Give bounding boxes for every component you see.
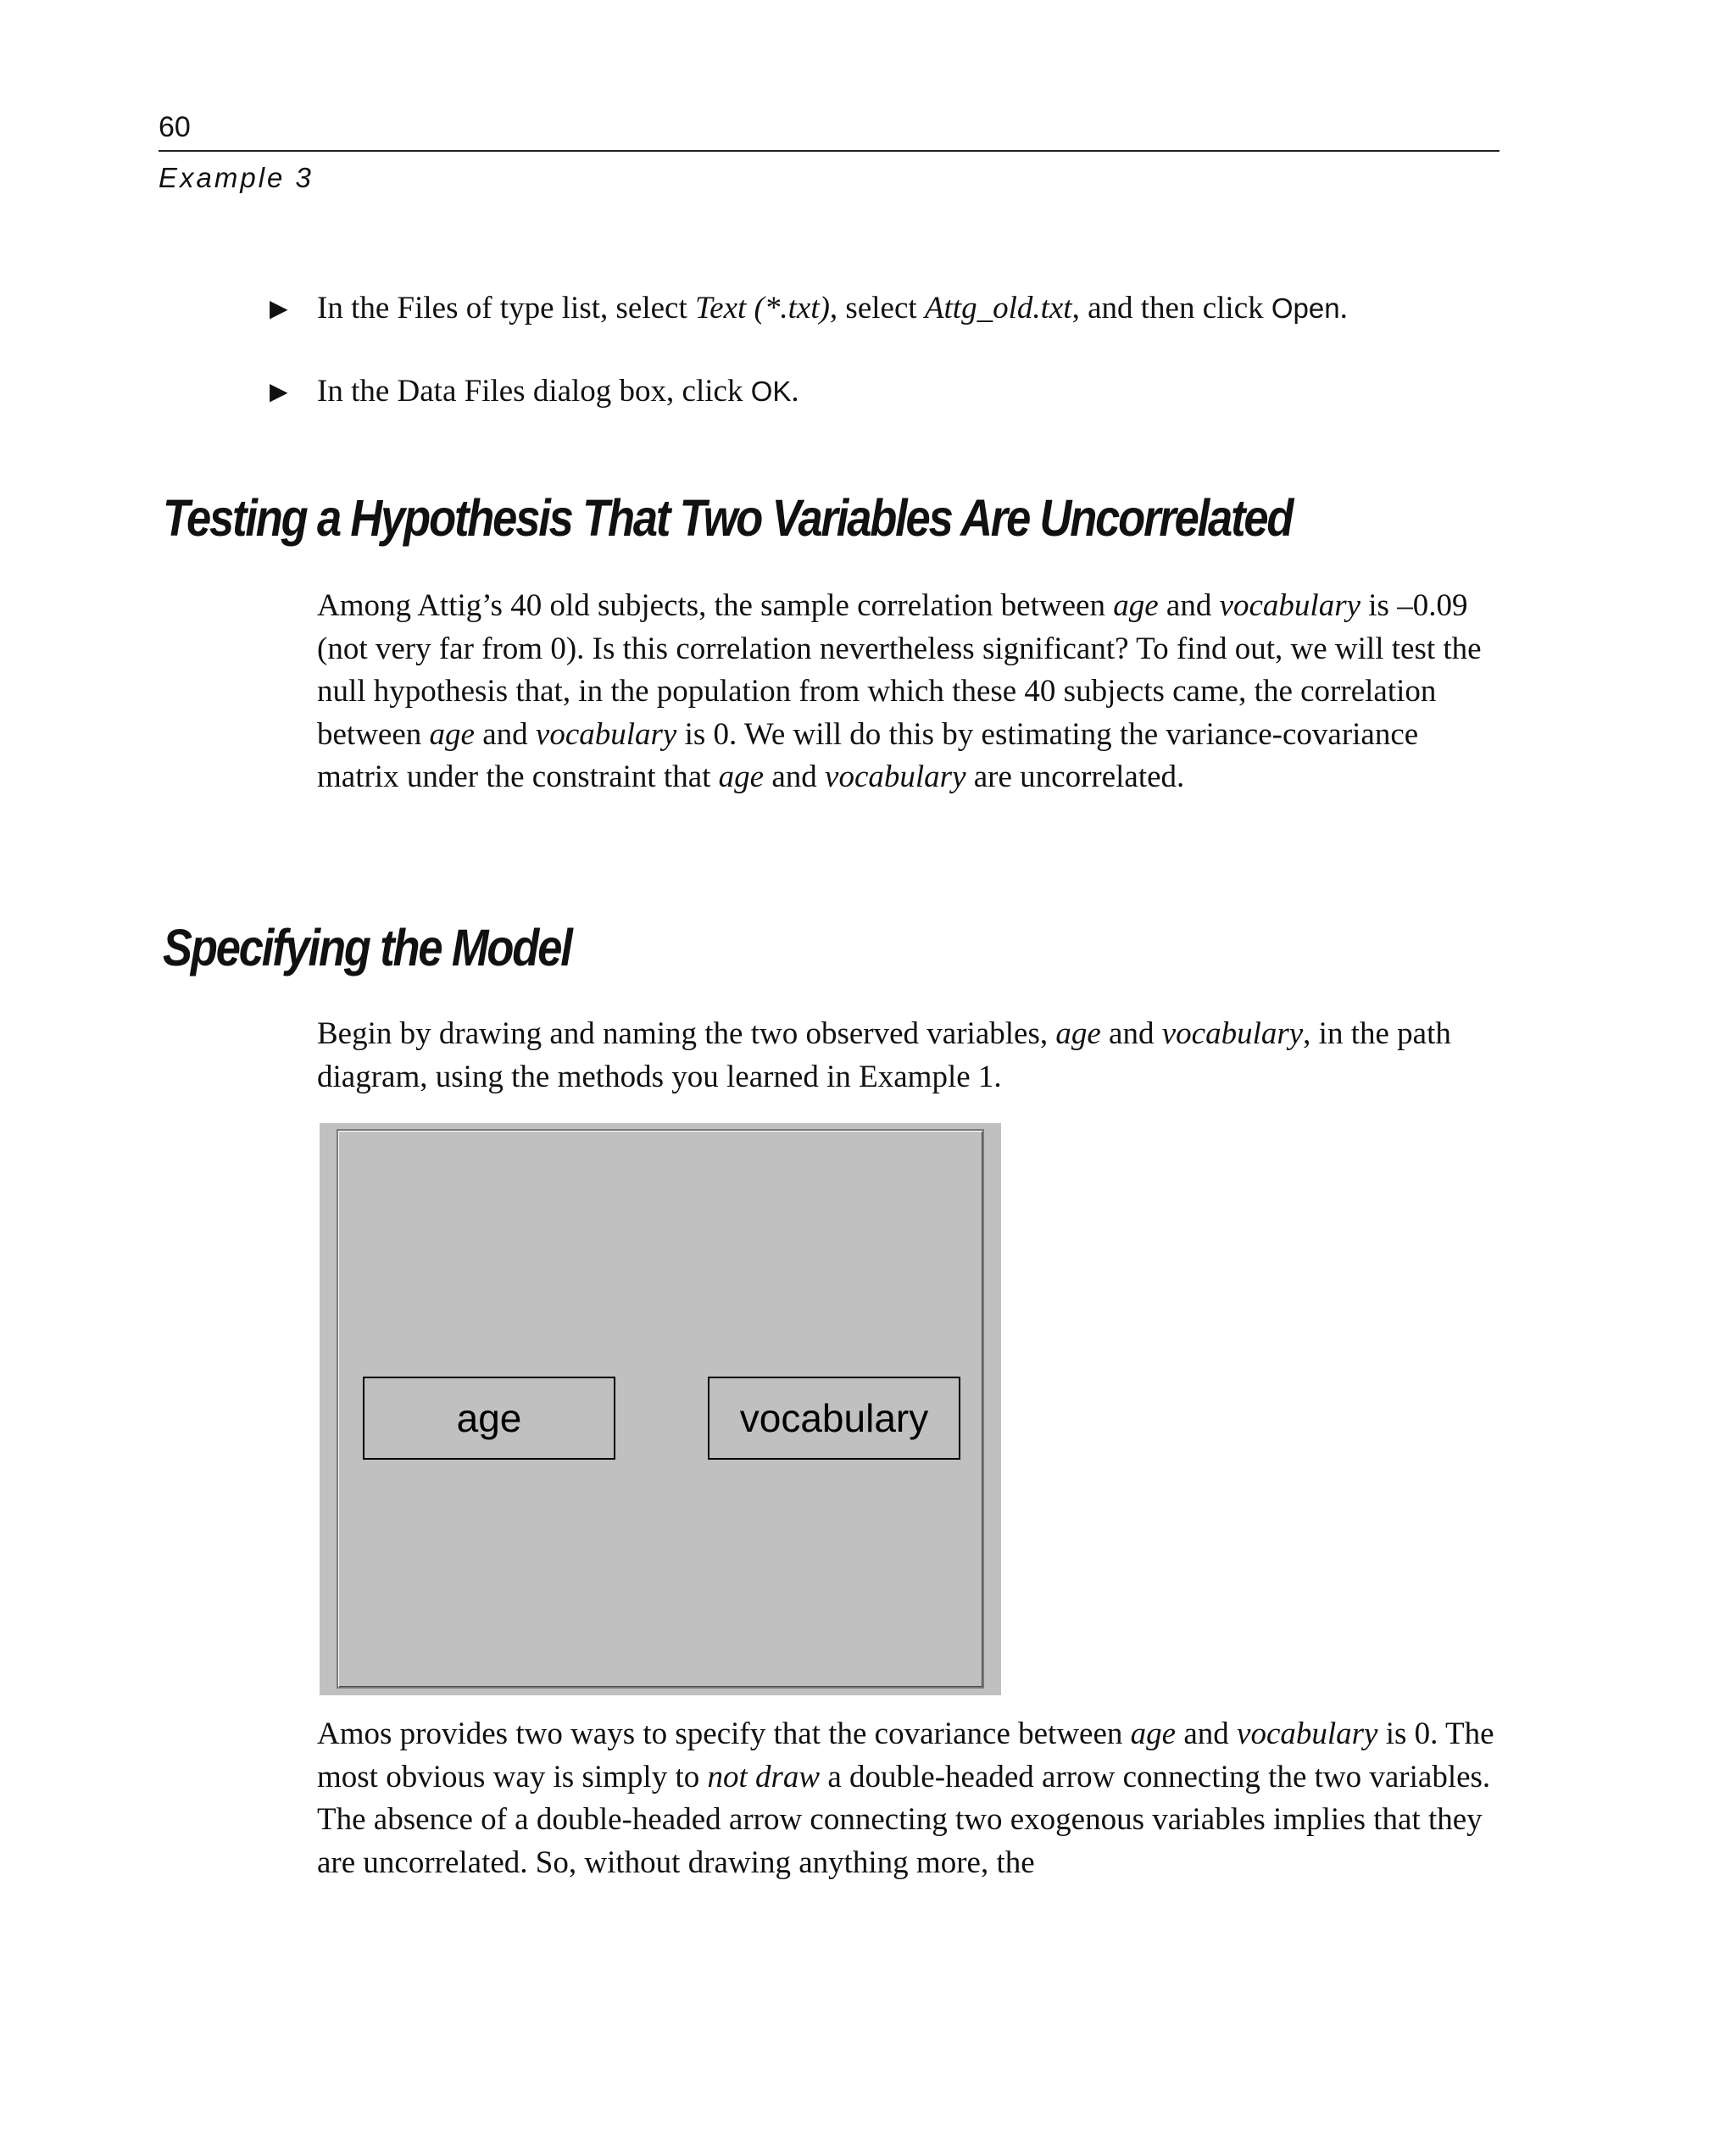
bullet-text: .: [791, 374, 799, 409]
observed-variable-vocabulary: vocabulary: [708, 1377, 960, 1460]
emphasis: Text (*.txt): [694, 291, 830, 325]
diagram-canvas: [337, 1129, 984, 1689]
ui-term: Open: [1271, 292, 1340, 324]
bullet-triangle-icon: ▶: [270, 377, 288, 405]
ui-term: OK: [750, 376, 792, 407]
body-paragraph: Among Attig’s 40 old subjects, the sample correlation between age and vocabulary is –0.09 (not very far from 0). Is this correlation nevertheless significant? To find out, we will test the null hypothesis that, in the population from which these 40 subjects came, the correlation between age and vocabulary is 0. We will do this by estimating the variance-covariance matrix under the constraint that age and vocabulary are uncorrelated.: [317, 588, 1482, 794]
bullet-text: .: [1339, 291, 1348, 325]
emphasis: Attg_old.txt: [924, 291, 1072, 325]
header-rule: [159, 150, 1500, 152]
body-paragraph: Amos provides two ways to specify that the covariance between age and vocabulary is 0. The most obvious way is simply to not draw a double-headed arrow connecting the two variables. The absence of a double-headed arrow connecting two exogenous variables implies that they are uncorrelated. So, without drawing anything more, the: [317, 1716, 1494, 1880]
bullet-text: In the Data Files dialog box, click: [317, 374, 751, 409]
observed-variable-age: age: [363, 1377, 615, 1460]
bullet-text: In the Files of type list, select: [317, 291, 695, 325]
section-heading: Testing a Hypothesis That Two Variables Are Uncorrelated: [163, 489, 1293, 547]
bullet-item: [270, 371, 799, 412]
path-diagram-figure: [320, 1123, 1001, 1695]
body-paragraph: Begin by drawing and naming the two observed variables, age and vocabulary, in the path diagram, using the methods you learned in Example 1.: [317, 1016, 1451, 1094]
page-number: 60: [159, 111, 191, 143]
running-head: Example 3: [159, 162, 314, 193]
bullet-text: , select: [829, 291, 925, 325]
section-heading: Specifying the Model: [163, 919, 571, 976]
bullet-text: , and then click: [1071, 291, 1271, 325]
bullet-triangle-icon: ▶: [270, 294, 288, 322]
bullet-item: [270, 288, 1348, 329]
